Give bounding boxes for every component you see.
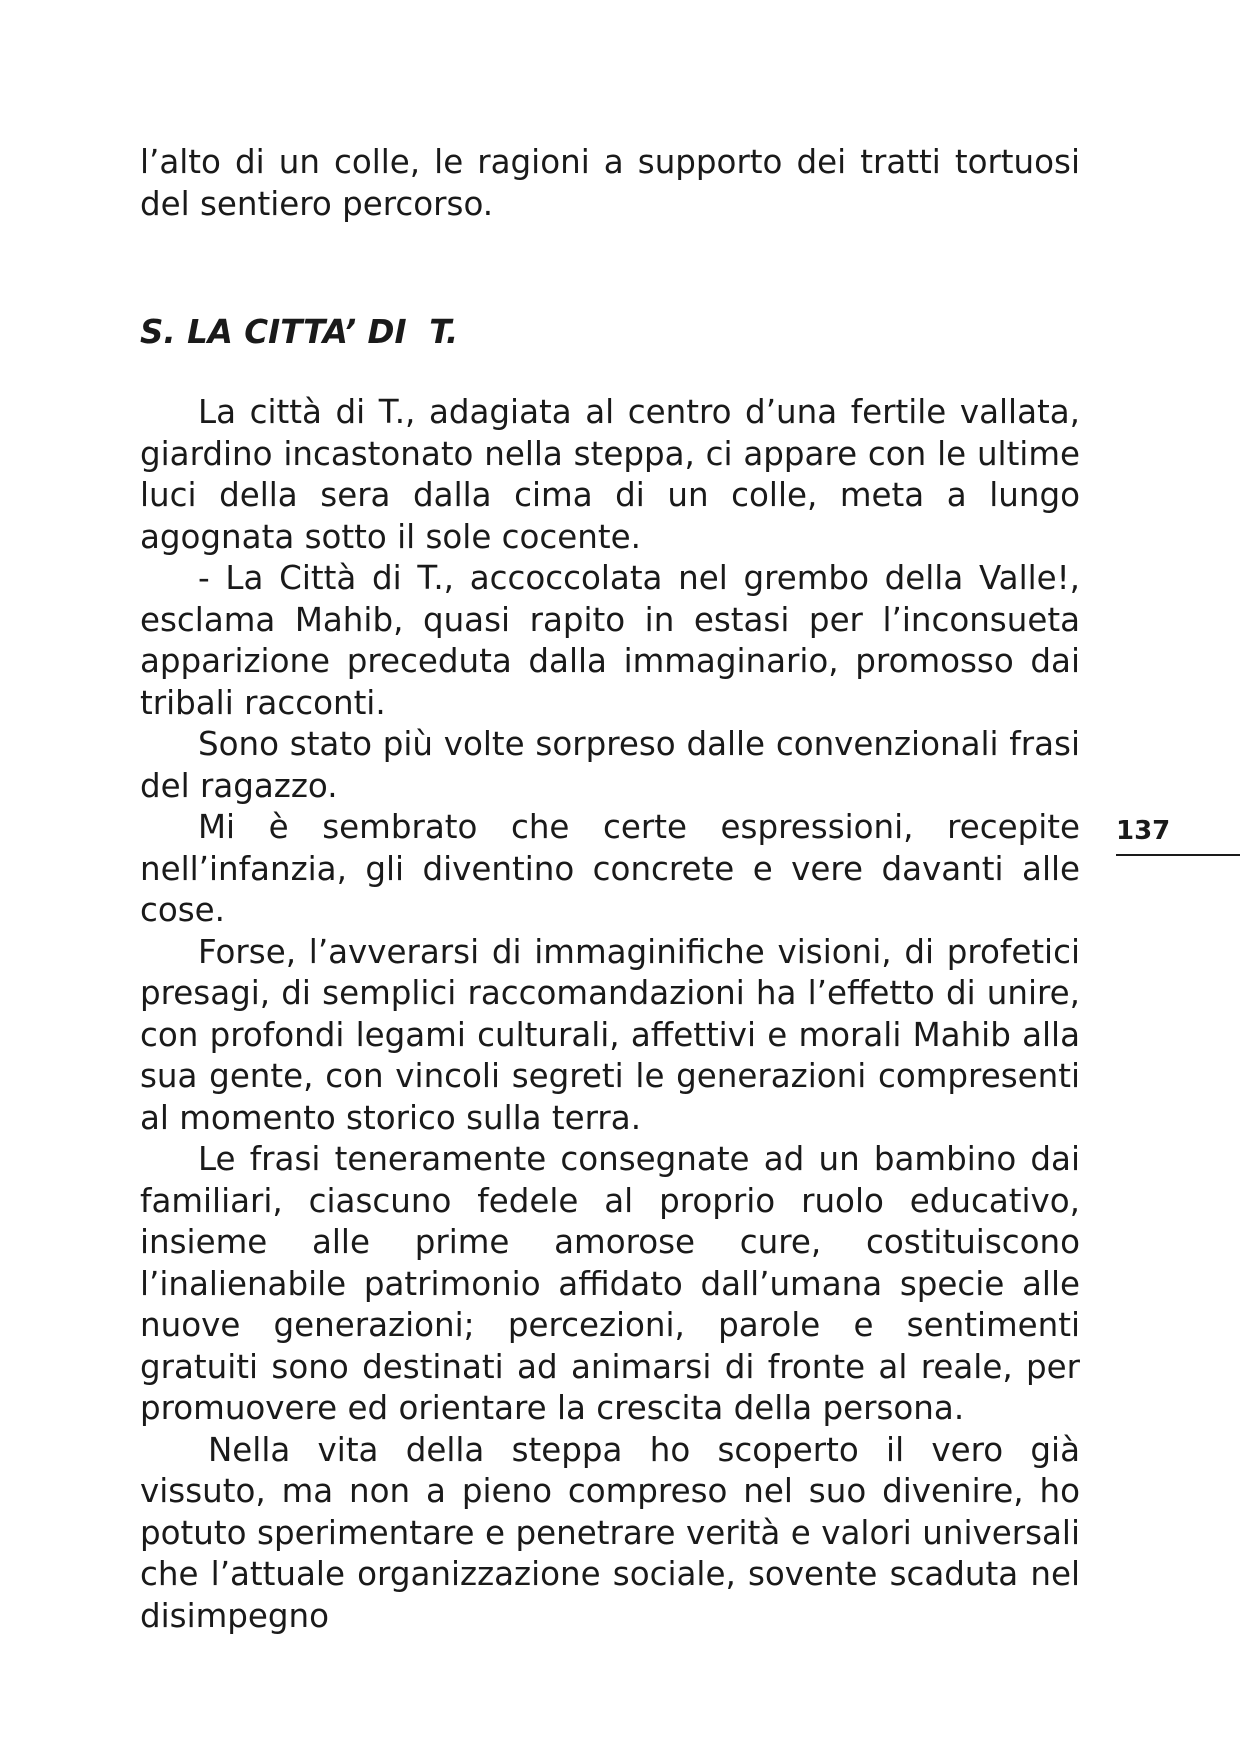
paragraph: Nella vita della steppa ho scoperto il vero già vissuto, ma non a pieno compreso nel suo divenire, ho potuto sperimentare e penetrare verità e valori universali che l’attuale organizzazione sociale, sovente scaduta nel disimpegno [140, 1430, 1080, 1635]
page-number-rule [1116, 854, 1240, 856]
section-heading: S. LA CITTA’ DI T. [140, 313, 459, 351]
paragraph: Sono stato più volte sorpreso dalle convenzionali frasi del ragazzo. [140, 725, 1080, 805]
paragraph: Le frasi teneramente consegnate ad un bambino dai familiari, ciascuno fedele al proprio ruolo educativo, insieme alle prime amorose cure, costituiscono l’inalienabile patrimonio affidato dall’umana specie alle nuove generazioni; percezioni, parole e sentimenti gratuiti sono destinati ad animarsi di fronte al reale, per promuovere ed orientare la crescita della persona. [140, 1140, 1080, 1427]
paragraph: La città di T., adagiata al centro d’una fertile vallata, giardino incastonato nella steppa, ci appare con le ultime luci della sera dalla cima di un colle, meta a lungo agognata sotto il sole cocente. [140, 393, 1080, 556]
paragraph: Forse, l’avverarsi di immaginifiche visioni, di profetici presagi, di semplici raccomandazioni ha l’effetto di unire, con profondi legami culturali, affettivi e morali Mahib alla sua gente, con vincoli segreti le generazioni compresenti al momento storico sulla terra. [140, 932, 1080, 1137]
paragraph: Mi è sembrato che certe espressioni, recepite nell’infanzia, gli diventino concrete e vere davanti alle cose. [140, 808, 1080, 929]
intro-text [140, 142, 1080, 225]
body-text [140, 392, 1080, 1637]
intro-paragraph: l’alto di un colle, le ragioni a supporto dei tratti tortuosi del sentiero percorso. [140, 143, 1080, 223]
page-number: 137 [1116, 816, 1171, 846]
paragraph: - La Città di T., accoccolata nel grembo della Valle!, esclama Mahib, quasi rapito in estasi per l’inconsueta apparizione preceduta dalla immaginario, promosso dai tribali racconti. [140, 559, 1080, 722]
